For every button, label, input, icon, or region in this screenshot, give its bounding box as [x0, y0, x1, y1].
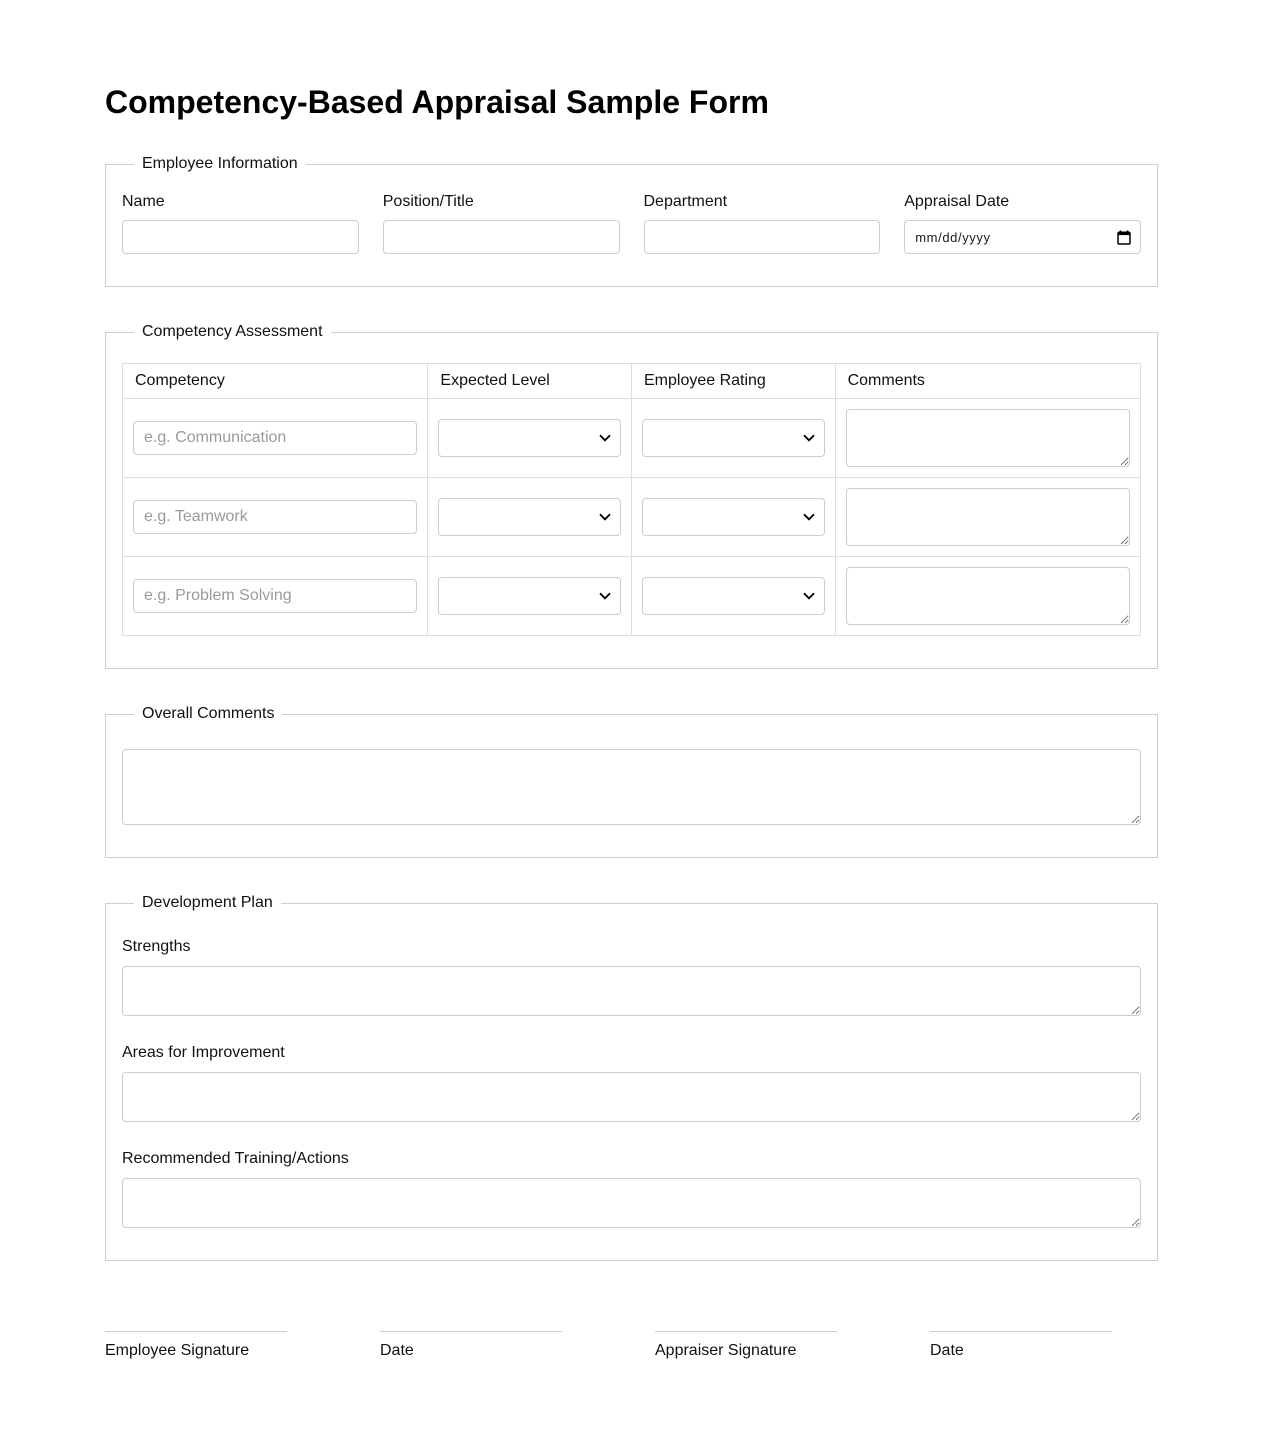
employee-rating-cell	[631, 557, 835, 636]
comments-textarea-3[interactable]	[846, 567, 1130, 625]
competency-cell	[123, 399, 428, 478]
position-label: Position/Title	[382, 193, 474, 210]
employee-signature-label: Employee Signature	[105, 1342, 250, 1359]
employee-date-label: Date	[380, 1342, 414, 1359]
competency-input-1[interactable]	[133, 421, 417, 455]
expected-level-select-3[interactable]	[438, 577, 621, 615]
competency-row-1	[123, 399, 1141, 478]
employee-date-block	[380, 1331, 562, 1360]
column-header-expected-level: Expected Level	[428, 364, 632, 399]
competency-assessment-legend: Competency Assessment	[142, 323, 323, 340]
name-label: Name	[122, 193, 165, 210]
calendar-icon[interactable]	[1117, 230, 1131, 245]
department-field-group	[644, 193, 881, 254]
recommended-training-textarea[interactable]	[122, 1178, 1141, 1228]
appraiser-signature-label: Appraiser Signature	[655, 1342, 797, 1359]
recommended-training-group	[122, 1150, 1141, 1228]
strengths-group	[122, 938, 1141, 1016]
overall-comments-textarea[interactable]	[122, 749, 1141, 825]
development-plan-section	[105, 894, 1158, 1261]
appraisal-date-input[interactable]	[904, 220, 1141, 254]
development-plan-legend: Development Plan	[142, 894, 273, 911]
name-field-group	[122, 193, 359, 254]
column-header-comments: Comments	[835, 364, 1140, 399]
date-placeholder-text: mm/dd/yyyy	[915, 229, 991, 245]
competency-row-3	[123, 557, 1141, 636]
name-input[interactable]	[122, 220, 359, 254]
overall-comments-legend: Overall Comments	[142, 705, 275, 722]
column-header-competency: Competency	[123, 364, 428, 399]
competency-assessment-section	[105, 323, 1158, 669]
strengths-textarea[interactable]	[122, 966, 1141, 1016]
competency-table-header-row	[123, 364, 1141, 399]
comments-textarea-2[interactable]	[846, 488, 1130, 546]
areas-for-improvement-group	[122, 1044, 1141, 1122]
appraiser-date-block	[930, 1331, 1112, 1360]
expected-level-cell	[428, 399, 632, 478]
employee-information-grid	[122, 193, 1141, 254]
comments-cell	[835, 478, 1140, 557]
employee-rating-select-1[interactable]	[642, 419, 825, 457]
competency-row-2	[123, 478, 1141, 557]
employee-signature-block	[105, 1331, 287, 1360]
competency-cell	[123, 557, 428, 636]
appraisal-date-field-group	[904, 193, 1141, 254]
position-input[interactable]	[383, 220, 620, 254]
position-field-group	[383, 193, 620, 254]
employee-information-section	[105, 155, 1158, 287]
department-label: Department	[643, 193, 728, 210]
areas-for-improvement-textarea[interactable]	[122, 1072, 1141, 1122]
strengths-label: Strengths	[122, 938, 191, 955]
appraisal-form-page	[105, 0, 1158, 1440]
employee-rating-select-3[interactable]	[642, 577, 825, 615]
employee-information-legend: Employee Information	[142, 155, 298, 172]
employee-rating-cell	[631, 478, 835, 557]
appraiser-signature-block	[655, 1331, 837, 1360]
expected-level-cell	[428, 478, 632, 557]
employee-rating-cell	[631, 399, 835, 478]
column-header-employee-rating: Employee Rating	[631, 364, 835, 399]
expected-level-select-2[interactable]	[438, 498, 621, 536]
competency-input-2[interactable]	[133, 500, 417, 534]
signature-section	[105, 1331, 1158, 1360]
comments-cell	[835, 399, 1140, 478]
competency-cell	[123, 478, 428, 557]
expected-level-select-1[interactable]	[438, 419, 621, 457]
recommended-training-label: Recommended Training/Actions	[122, 1150, 349, 1167]
areas-for-improvement-label: Areas for Improvement	[122, 1044, 285, 1061]
comments-textarea-1[interactable]	[846, 409, 1130, 467]
appraiser-date-label: Date	[930, 1342, 964, 1359]
competency-input-3[interactable]	[133, 579, 417, 613]
department-input[interactable]	[644, 220, 881, 254]
employee-rating-select-2[interactable]	[642, 498, 825, 536]
overall-comments-section	[105, 705, 1158, 858]
appraisal-date-label: Appraisal Date	[904, 193, 1010, 210]
page-title: Competency-Based Appraisal Sample Form	[105, 84, 769, 120]
expected-level-cell	[428, 557, 632, 636]
comments-cell	[835, 557, 1140, 636]
competency-table	[122, 363, 1141, 636]
